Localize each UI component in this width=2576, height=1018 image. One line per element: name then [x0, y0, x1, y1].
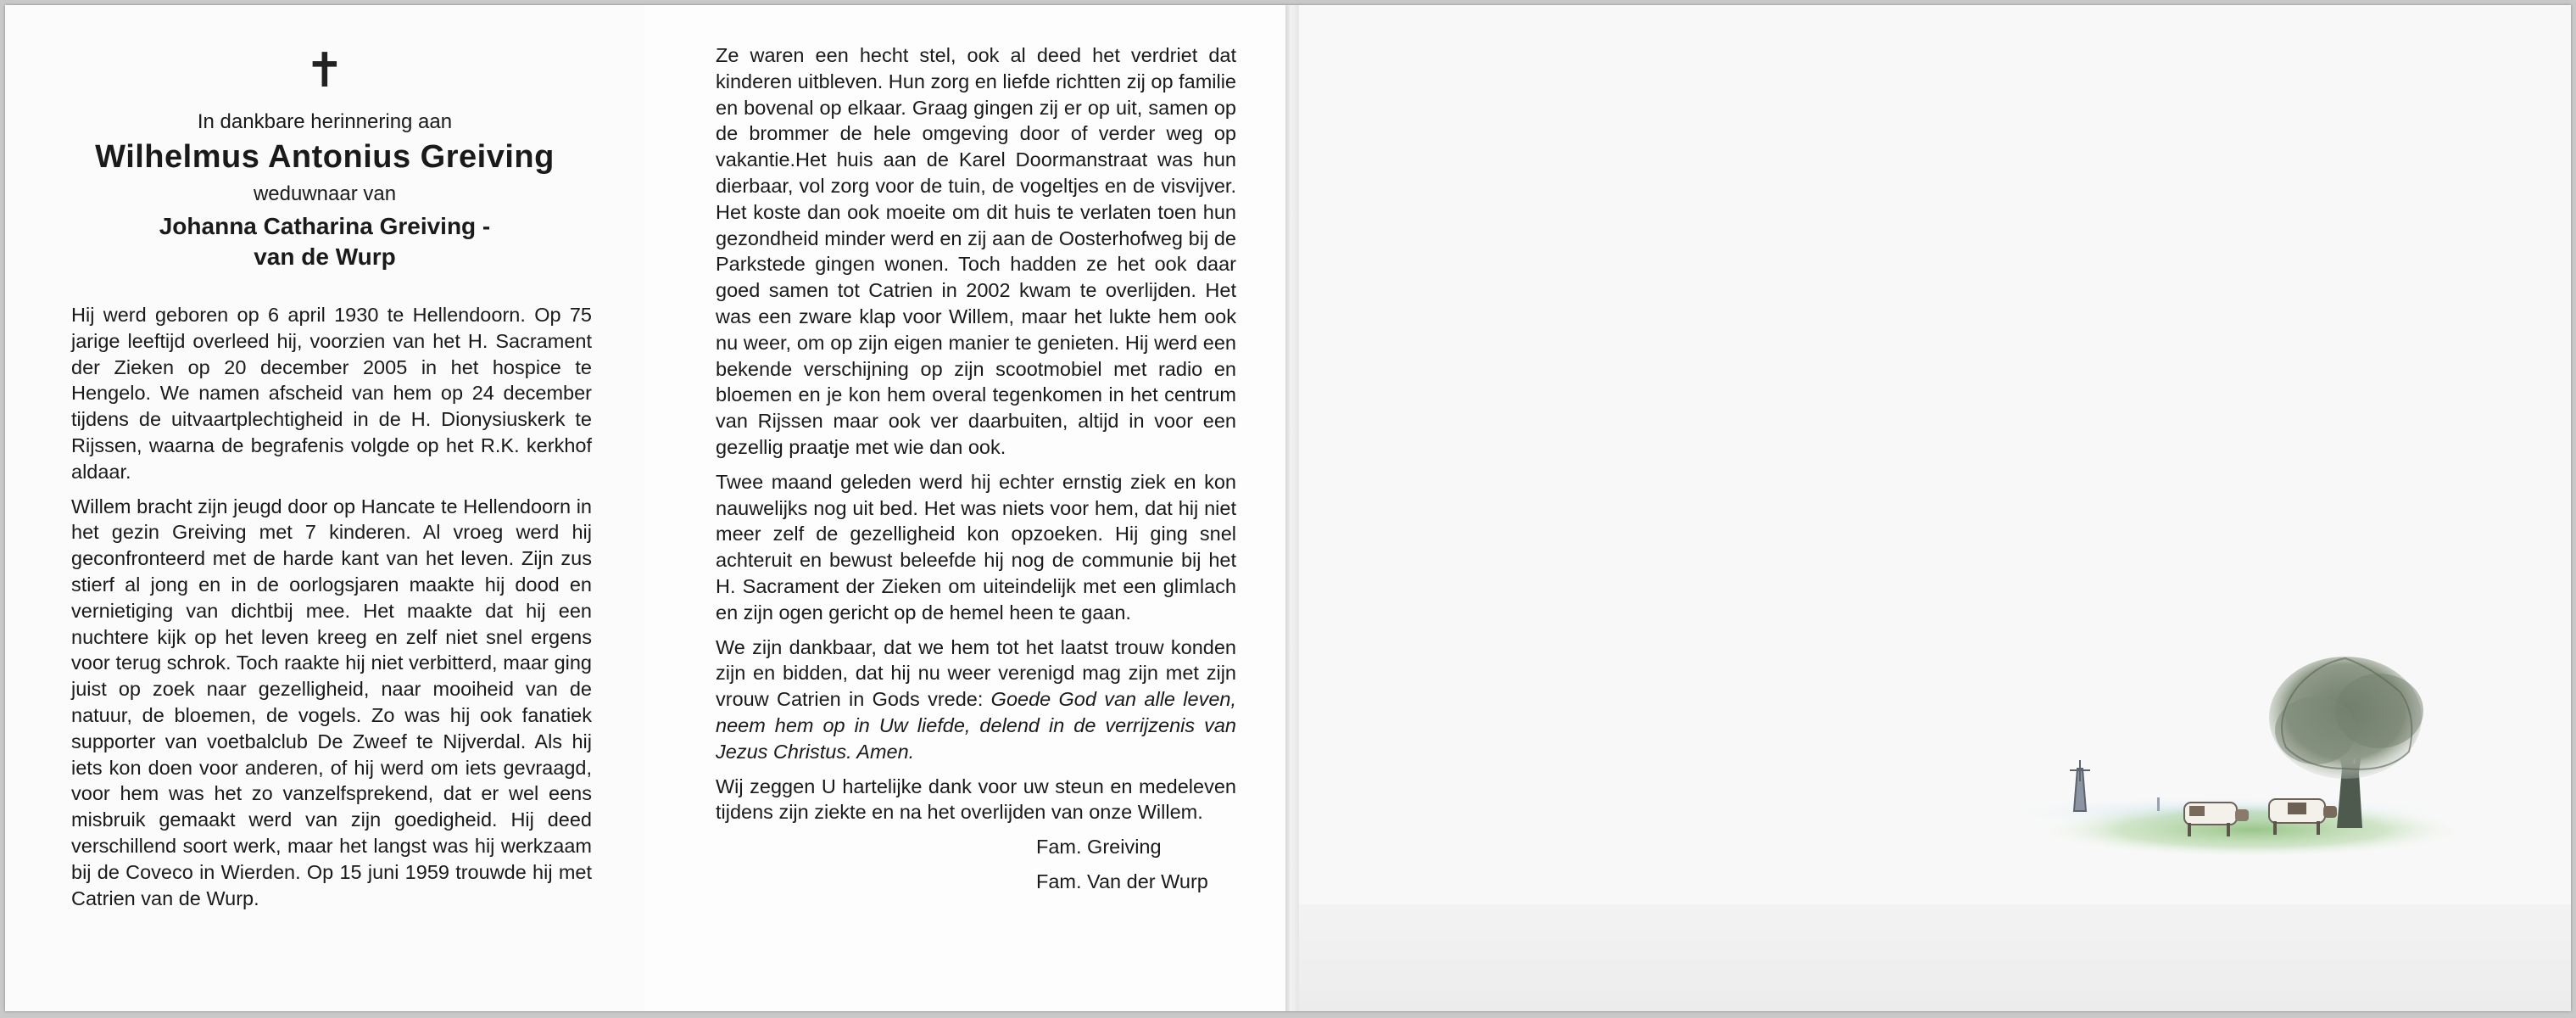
spouse-name [5, 211, 644, 272]
paragraph-birth-death: Hij werd geboren op 6 april 1930 te Hellendoorn. Op 75 jarige leeftijd overleed hij, voorzien van het H. Sacrament der Zieken op 20 december 2005 in het hospice te Hengelo. We namen afscheid van hem op 24 december tijdens de uitvaartplechtigheid in de H. Dionysiuskerk te Rijssen, waarna de begrafenis volgde op het R.K. kerkhof aldaar. [71, 304, 592, 483]
distant-tower [2157, 797, 2160, 811]
left-panel [5, 5, 644, 1011]
paragraph-thanks: Wij zeggen U hartelijke dank voor uw steun en medeleven tijdens zijn ziekte en na het overlijden van onze Willem. [716, 775, 1236, 824]
prayer-quote: Goede God van alle leven, neem hem op in Uw liefde, delend in de verrijzenis van Jezus Christus. Amen. [716, 688, 1236, 763]
paragraph-marriage: Ze waren een hecht stel, ook al deed het verdriet dat kinderen uitbleven. Hun zorg en liefde richtten zij op familie en bovenal op elkaar. Graag gingen zij er op uit, samen op de brommer de hele omgeving door of verder weg op vakantie.Het huis aan de Karel Doormanstraat was hun dierbaar, vol zorg voor de tuin, de vogeltjes en de visvijver. Het koste dan ook moeite om dit huis te verlaten toen hun gezondheid minder werd en zij aan de Oosterhofweg bij de Parkstede gingen wonen. Toch hadden ze het ook daar goed samen tot Catrien in 2002 kwam te overlijden. Het was een zware klap voor Willem, maar het lukte hem ook nu weer, om op zijn eigen manier te genieten. Hij werd een bekende verschijning op zijn scootmobiel met radio en bloemen en je kon hem overal tegenkomen in het centrum van Rijssen maar ook ver daarbuiten, altijd in voor een gezellig praatje met wie dan ook. [716, 44, 1236, 458]
relation-text: weduwnaar van [253, 182, 397, 205]
middle-column-text [716, 42, 1236, 903]
memorial-card [5, 5, 2571, 1011]
middle-panel [644, 5, 1285, 1011]
grass-field [2032, 801, 2473, 859]
deceased-name: Wilhelmus Antonius Greiving [95, 139, 555, 175]
spouse-line-1: Johanna Catharina Greiving - [159, 213, 491, 239]
lower-shade [1299, 904, 2571, 1011]
prayer-intro: We zijn dankbaar, dat we hem tot het laatst trouw konden zijn en bidden, dat hij nu weer verenigd mag zijn met zijn vrouw Catrien in Gods vrede: [716, 635, 1236, 711]
signature-greiving: Fam. Greiving [1036, 836, 1162, 859]
paragraph-illness: Twee maand geleden werd hij echter ernstig ziek en kon nauwelijks nog uit bed. Het was niets voor hem, dat hij niet meer zelf de gezelligheid kon opzoeken. Hij ging snel achteruit en bewust beleefde hij nog de communie bij het H. Sacrament der Zieken om uiteindelijk met een glimlach en zijn ogen gericht op de hemel heen te gaan. [716, 470, 1236, 624]
spouse-line-2: van de Wurp [254, 243, 396, 270]
landscape-illustration [1972, 633, 2498, 879]
paragraph-youth: Willem bracht zijn jeugd door op Hancate te Hellendoorn in het gezin Greiving met 7 kinderen. Al vroeg werd hij geconfronteerd met de harde kant van het leven. Zijn zus stierf al jong en in de oorlogsjaren maakte hij dood en vernietiging van dichtbij mee. Het maakte dat hij een nuchtere kijk op het leven kreeg en zelf niet snel ergens voor terug schrok. Toch raakte hij niet verbitterd, maar ging juist op zoek naar gezelligheid, naar mooiheid van de natuur, de bloemen, de vogels. Zo was hij ook fanatiek supporter van voetbalclub De Zweef te Nijverdal. Als hij iets kon doen voor anderen, of hij werd om iets gevraagd, voor hem was het zo vanzelfsprekend, dat er wel eens misbruik gemaakt werd van zijn goedigheid. Hij deed verschillend soort werk, maar het langst was hij werkzaam bij de Coveco in Wierden. Op 15 juni 1959 trouwde hij met Catrien van de Wurp. [71, 495, 592, 909]
signature-van-der-wurp: Fam. Van der Wurp [1036, 870, 1208, 892]
fold-divider [1285, 5, 1299, 1011]
left-column-text [71, 302, 592, 920]
intro-text: In dankbare herinnering aan [197, 110, 453, 133]
cross-icon: ✝ [304, 43, 345, 98]
paragraph-prayer [716, 635, 1236, 765]
card-header [5, 43, 644, 272]
